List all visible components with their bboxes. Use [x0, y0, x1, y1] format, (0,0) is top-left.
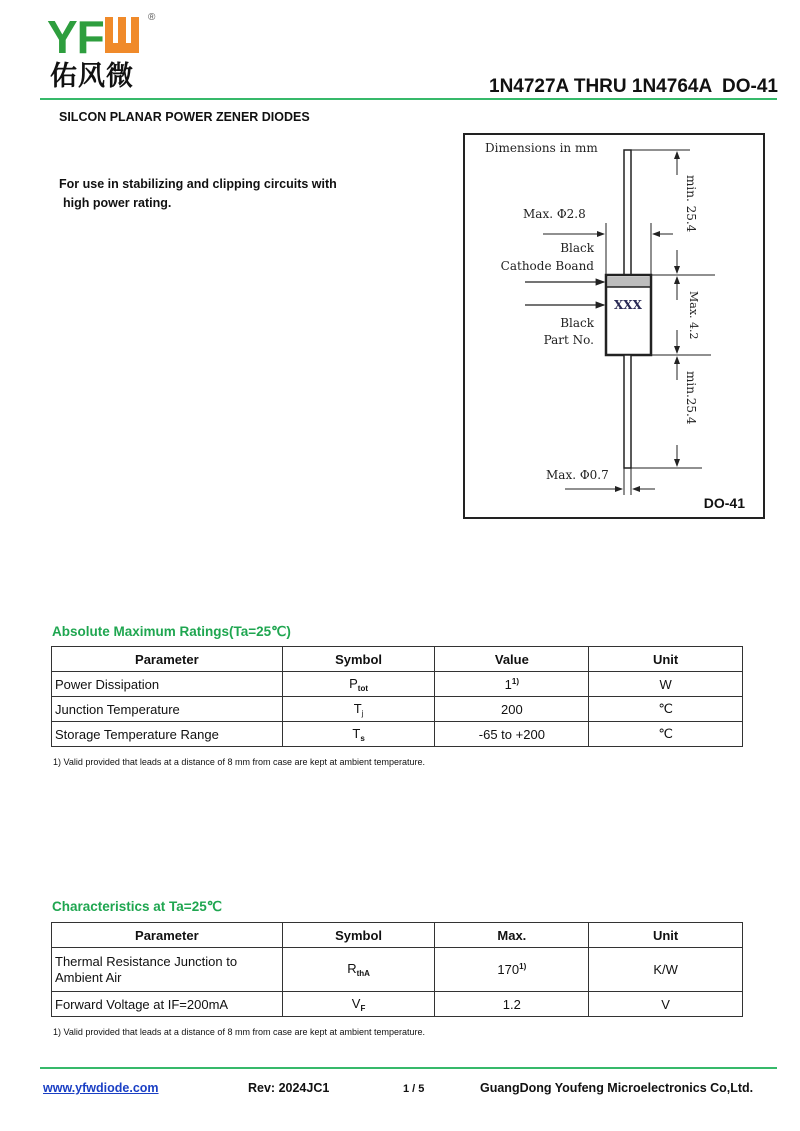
drawing-title: Dimensions in mm — [485, 141, 598, 155]
intro-text — [59, 175, 379, 213]
package-dimension-drawing — [463, 133, 765, 519]
cathode-label-line-1: Black — [560, 241, 594, 255]
website-link[interactable]: www.yfwdiode.com — [43, 1081, 159, 1095]
value-cell: 1.2 — [435, 992, 589, 1017]
symbol-cell — [282, 948, 435, 992]
header-value: Value — [435, 647, 589, 672]
header-divider — [40, 98, 777, 100]
characteristics-title: Characteristics at Ta=25℃ — [52, 899, 222, 914]
characteristics-table — [51, 922, 743, 1017]
symbol-subscript: thA — [356, 969, 370, 978]
symbol-main: T — [353, 700, 362, 716]
logo-text: YF — [47, 11, 104, 63]
intro-line-2: high power rating. — [63, 196, 172, 210]
unit-cell: K/W — [589, 948, 743, 992]
value-cell — [435, 672, 589, 697]
website-link-wrapper — [43, 1081, 159, 1095]
symbol-cell — [282, 992, 435, 1017]
max-body-diameter-label: Max. Φ2.8 — [523, 207, 586, 221]
symbol-cell — [282, 672, 435, 697]
max-lead-diameter-label: Max. Φ0.7 — [546, 468, 609, 482]
logo-chinese-name: 佑风微 — [50, 61, 134, 92]
intro-line-1: For use in stabilizing and clipping circuits with — [59, 177, 337, 191]
symbol-cell — [282, 722, 435, 747]
characteristics-footnote: 1) Valid provided that leads at a distance of 8 mm from case are kept at ambient temperature. — [53, 1027, 426, 1037]
symbol-subscript: s — [360, 733, 365, 743]
value-cell — [435, 948, 589, 992]
footer-divider — [40, 1067, 777, 1069]
symbol-subscript: F — [360, 1003, 366, 1013]
unit-cell: W — [589, 672, 743, 697]
footnote-ref: 1) — [519, 962, 527, 971]
part-marking: XXX — [614, 298, 642, 312]
header-max: Max. — [435, 923, 589, 948]
parameter-cell: Power Dissipation — [52, 672, 283, 697]
product-subtitle: SILCON PLANAR POWER ZENER DIODES — [59, 110, 310, 124]
abs-max-title: Absolute Maximum Ratings(Ta=25℃) — [52, 624, 291, 639]
diode-outline-icon — [465, 135, 767, 521]
top-lead-length-label: min. 25.4 — [684, 175, 698, 233]
table-row — [52, 697, 743, 722]
bottom-lead-length-label: min.25.4 — [684, 371, 698, 425]
header-parameter: Parameter — [52, 647, 283, 672]
part-label-line-2: Part No. — [543, 333, 594, 347]
table-row — [52, 948, 743, 992]
document-title: 1N4727A THRU 1N4764A DO-41 — [489, 76, 778, 97]
part-label-line-1: Black — [560, 316, 594, 330]
table-row — [52, 992, 743, 1017]
abs-max-footnote: 1) Valid provided that leads at a distance of 8 mm from case are kept at ambient temperature. — [53, 757, 426, 767]
symbol-main: V — [351, 995, 361, 1011]
parameter-cell: Forward Voltage at IF=200mA — [52, 992, 283, 1017]
symbol-cell — [282, 697, 435, 722]
logo — [47, 11, 139, 63]
symbol-subscript: tot — [357, 683, 369, 693]
table-header-row — [52, 647, 743, 672]
unit-cell: ℃ — [589, 697, 743, 722]
parameter-cell: Thermal Resistance Junction to Ambient Air — [52, 948, 283, 992]
header-parameter: Parameter — [52, 923, 283, 948]
value-cell: 200 — [435, 697, 589, 722]
company-name: GuangDong Youfeng Microelectronics Co,Ltd. — [480, 1081, 754, 1095]
unit-cell: V — [589, 992, 743, 1017]
unit-cell: ℃ — [589, 722, 743, 747]
value-cell: -65 to +200 — [435, 722, 589, 747]
symbol-main: P — [349, 675, 358, 691]
table-row — [52, 672, 743, 697]
revision: Rev: 2024JC1 — [248, 1081, 330, 1095]
header-symbol: Symbol — [282, 923, 435, 948]
parameter-cell: Storage Temperature Range — [52, 722, 283, 747]
header-unit: Unit — [589, 923, 743, 948]
header-unit: Unit — [589, 647, 743, 672]
header-symbol: Symbol — [282, 647, 435, 672]
table-header-row — [52, 923, 743, 948]
value-main: 170 — [497, 962, 520, 977]
parameter-cell: Junction Temperature — [52, 697, 283, 722]
symbol-subscript: j — [361, 708, 364, 718]
abs-max-table — [51, 646, 743, 747]
logo-w-mark-icon — [105, 17, 139, 53]
cathode-label-line-2: Cathode Boand — [500, 259, 594, 273]
table-row — [52, 722, 743, 747]
package-label: DO-41 — [703, 495, 745, 511]
footnote-ref: 1) — [511, 676, 520, 686]
body-length-label: Max. 4.2 — [687, 291, 700, 340]
page-number: 1 / 5 — [403, 1083, 425, 1095]
value-main: 1 — [504, 676, 512, 692]
symbol-main: R — [347, 961, 357, 976]
symbol-main: T — [352, 725, 361, 741]
registered-mark: ® — [148, 12, 156, 23]
